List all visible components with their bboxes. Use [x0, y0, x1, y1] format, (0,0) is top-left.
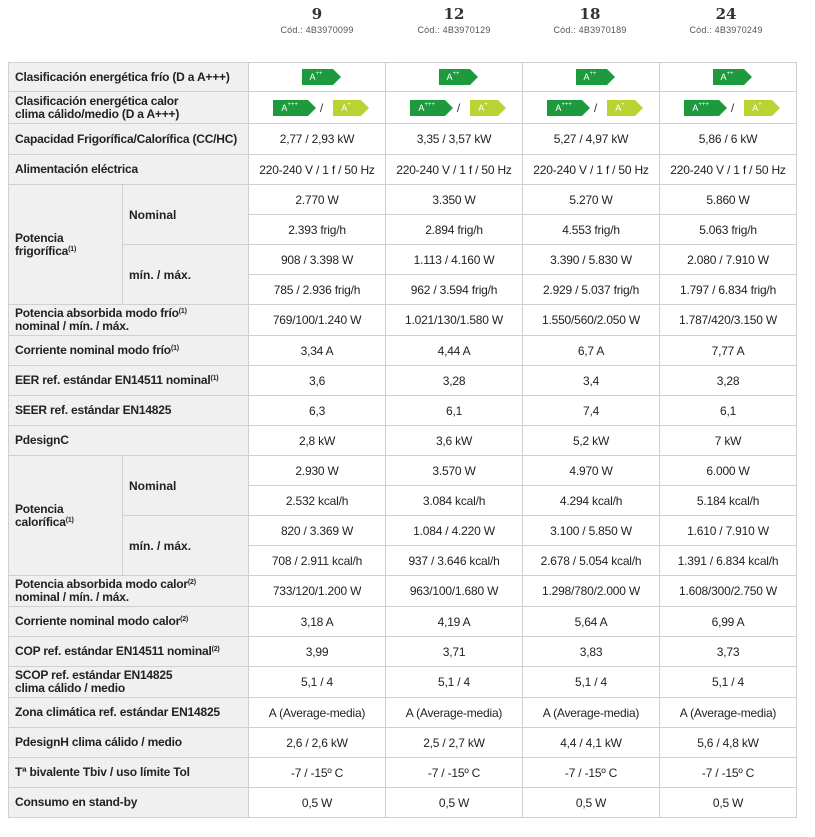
spec-value: 6,7 A [523, 336, 660, 366]
spec-value: 5,6 / 4,8 kW [660, 728, 797, 758]
spec-value: 5,86 / 6 kW [660, 124, 797, 155]
model-header [0, 0, 815, 62]
model-number: 24 [715, 5, 737, 23]
spec-value: 3.100 / 5.850 W [523, 516, 660, 546]
spec-value: 3,4 [523, 366, 660, 396]
spec-value: 3.570 W [386, 456, 523, 486]
spec-value: 5,27 / 4,97 kW [523, 124, 660, 155]
spec-value: 1.608/300/2.750 W [660, 576, 797, 607]
spec-value: 7 kW [660, 426, 797, 456]
row-label [9, 698, 249, 728]
footnote-ref: (2) [187, 579, 196, 586]
footnote-ref: (2) [180, 616, 189, 623]
row-alimentacion [9, 155, 797, 185]
energy-class-plus: ++ [452, 71, 460, 77]
energy-class-plus: + [484, 101, 488, 108]
row-label [9, 607, 249, 637]
spec-value: 3,18 A [249, 607, 386, 637]
model-number: 9 [311, 5, 323, 23]
spec-value: 3,34 A [249, 336, 386, 366]
spec-value: -7 / -15º C [249, 758, 386, 788]
spec-value: 220-240 V / 1 f / 50 Hz [523, 155, 660, 185]
spec-value: 7,4 [523, 396, 660, 426]
footnote-ref: (2) [211, 646, 220, 653]
spec-value: 1.610 / 7.910 W [660, 516, 797, 546]
energy-class-badge [713, 69, 744, 85]
model-code: Cód.: 4B3970129 [417, 25, 491, 35]
energy-class-badge [273, 100, 308, 116]
energy-class-badge [684, 100, 719, 116]
pot-frig-row [9, 245, 797, 275]
row-label [9, 92, 249, 124]
energy-class-letter: A [418, 102, 425, 113]
energy-class-letter: A [478, 102, 485, 113]
energy-class-plus: + [621, 101, 625, 108]
row-label [9, 124, 249, 155]
spec-value: 908 / 3.398 W [249, 245, 386, 275]
spec-value: 962 / 3.594 frig/h [386, 275, 523, 305]
energy-class-plus: +++ [561, 101, 572, 108]
spec-value: 1.550/560/2.050 W [523, 305, 660, 336]
energy-class-plus: ++ [315, 71, 323, 77]
row-label-text: Clasificación energética calor [15, 93, 179, 108]
energy-class-letter: A [341, 102, 348, 113]
energy-class-letter: A [555, 102, 562, 113]
row-corr-frio [9, 336, 797, 366]
spec-table [8, 62, 797, 818]
row-label-text: clima cálido/medio (D a A+++) [15, 106, 180, 121]
spec-value: 3,71 [386, 637, 523, 667]
row-label [9, 637, 249, 667]
spec-value: 5,1 / 4 [249, 667, 386, 698]
row-pdesignh [9, 728, 797, 758]
energy-class-letter: A [583, 72, 590, 82]
spec-value: 785 / 2.936 frig/h [249, 275, 386, 305]
row-label-text: PdesignC [15, 433, 69, 447]
footnote-ref: (1) [68, 245, 77, 253]
spec-value: 0,5 W [386, 788, 523, 818]
pot-cal-row [9, 516, 797, 546]
spec-value: 3,28 [386, 366, 523, 396]
row-tbiv [9, 758, 797, 788]
row-label [9, 758, 249, 788]
spec-value: 220-240 V / 1 f / 50 Hz [386, 155, 523, 185]
model-number: 18 [579, 5, 601, 23]
row-label-text: Potencia [15, 501, 64, 516]
row-standby [9, 788, 797, 818]
group-label [9, 185, 123, 305]
row-label [9, 336, 249, 366]
spec-value: 2.080 / 7.910 W [660, 245, 797, 275]
spec-value: 3,35 / 3,57 kW [386, 124, 523, 155]
spec-value: 6,1 [386, 396, 523, 426]
spec-value: 2.930 W [249, 456, 386, 486]
spec-value: 220-240 V / 1 f / 50 Hz [660, 155, 797, 185]
spec-value: 0,5 W [249, 788, 386, 818]
spec-value: 1.113 / 4.160 W [386, 245, 523, 275]
spec-value: 0,5 W [523, 788, 660, 818]
energy-class-letter: A [446, 72, 453, 82]
spec-value: 937 / 3.646 kcal/h [386, 546, 523, 576]
energy-class-plus: + [758, 101, 762, 108]
energy-class-plus: +++ [287, 101, 298, 108]
spec-value: 5.063 frig/h [660, 215, 797, 245]
sub-label-nominal: Nominal [123, 185, 249, 245]
separator: / [730, 100, 735, 115]
spec-value: 1.797 / 6.834 frig/h [660, 275, 797, 305]
spec-value: 708 / 2.911 kcal/h [249, 546, 386, 576]
energy-cell [249, 92, 386, 124]
row-energy-cold [9, 63, 797, 92]
sub-label-min-max: mín. / máx. [123, 245, 249, 305]
model-column-header [249, 4, 385, 36]
spec-value: 3,6 [249, 366, 386, 396]
row-label-text: Corriente nominal modo frío [15, 343, 171, 357]
spec-value: 2,5 / 2,7 kW [386, 728, 523, 758]
row-label-text: Zona climática ref. estándar EN14825 [15, 705, 220, 719]
spec-value: 1.298/780/2.000 W [523, 576, 660, 607]
row-label-text: Tª bivalente Tbiv / uso límite Tol [15, 765, 190, 779]
row-pdesignc [9, 426, 797, 456]
spec-value: 3.350 W [386, 185, 523, 215]
energy-class-letter: A [615, 102, 622, 113]
spec-value: 3.390 / 5.830 W [523, 245, 660, 275]
row-label-text: Capacidad Frigorífica/Calorífica (CC/HC) [15, 131, 238, 146]
spec-value: 3,28 [660, 366, 797, 396]
row-seer [9, 396, 797, 426]
energy-cell [523, 63, 660, 92]
spec-value: 2.393 frig/h [249, 215, 386, 245]
pot-frig-row [9, 185, 797, 215]
energy-cell [386, 92, 523, 124]
energy-class-badge [576, 69, 607, 85]
spec-value: A (Average-media) [249, 698, 386, 728]
row-label-text: COP ref. estándar EN14511 nominal [15, 644, 212, 658]
sub-label-min-max: mín. / máx. [123, 516, 249, 576]
row-label-text: nominal / mín. / máx. [15, 319, 129, 333]
row-label [9, 396, 249, 426]
row-label [9, 366, 249, 396]
spec-value: 6,1 [660, 396, 797, 426]
row-label-text: Potencia absorbida modo calor [15, 577, 188, 591]
model-code: Cód.: 4B3970099 [280, 25, 354, 35]
row-corr-calor [9, 607, 797, 637]
row-label-text: EER ref. estándar EN14511 nominal [15, 373, 211, 387]
spec-value: 6,99 A [660, 607, 797, 637]
separator: / [456, 100, 461, 115]
row-label-text: frigorífica [15, 243, 69, 258]
pot-cal-row [9, 456, 797, 486]
spec-value: 2.532 kcal/h [249, 486, 386, 516]
energy-cell [660, 92, 797, 124]
model-column-header [658, 4, 794, 36]
separator: / [593, 100, 598, 115]
spec-value: 2.770 W [249, 185, 386, 215]
energy-cell [523, 92, 660, 124]
spec-value: 5,1 / 4 [523, 667, 660, 698]
row-zona [9, 698, 797, 728]
row-label [9, 63, 249, 92]
energy-cell [386, 63, 523, 92]
spec-value: 733/120/1.200 W [249, 576, 386, 607]
spec-value: 3,73 [660, 637, 797, 667]
energy-class-badge [547, 100, 582, 116]
spec-value: 3,99 [249, 637, 386, 667]
energy-class-plus: +++ [424, 101, 435, 108]
row-eer [9, 366, 797, 396]
spec-value: 7,77 A [660, 336, 797, 366]
spec-value: 4,4 / 4,1 kW [523, 728, 660, 758]
energy-class-plus: + [347, 101, 351, 108]
group-label [9, 456, 123, 576]
model-number: 12 [443, 5, 465, 23]
sub-label-nominal: Nominal [123, 456, 249, 516]
spec-value: 5.184 kcal/h [660, 486, 797, 516]
spec-value: 4.294 kcal/h [523, 486, 660, 516]
spec-value: 820 / 3.369 W [249, 516, 386, 546]
row-abs-frio [9, 305, 797, 336]
spec-value: 1.391 / 6.834 kcal/h [660, 546, 797, 576]
spec-value: 2.929 / 5.037 frig/h [523, 275, 660, 305]
spec-value: 1.084 / 4.220 W [386, 516, 523, 546]
footnote-ref: (1) [65, 516, 74, 524]
row-label-text: nominal / mín. / máx. [15, 590, 129, 604]
row-label-text: Potencia [15, 230, 64, 245]
row-label-text: Consumo en stand-by [15, 795, 138, 809]
energy-class-plus: ++ [726, 71, 734, 77]
row-label [9, 426, 249, 456]
row-label [9, 728, 249, 758]
spec-value: 2,6 / 2,6 kW [249, 728, 386, 758]
row-label-text: Alimentación eléctrica [15, 162, 138, 176]
spec-value: 4,19 A [386, 607, 523, 637]
spec-value: 5,64 A [523, 607, 660, 637]
row-label-text: clima cálido / medio [15, 681, 126, 695]
energy-class-letter: A [281, 102, 288, 113]
spec-value: 963/100/1.680 W [386, 576, 523, 607]
energy-class-letter: A [309, 72, 316, 82]
row-label-text: calorífica [15, 514, 66, 529]
row-abs-calor [9, 576, 797, 607]
spec-value: 3,6 kW [386, 426, 523, 456]
spec-value: -7 / -15º C [660, 758, 797, 788]
row-energy-heat [9, 92, 797, 124]
footnote-ref: (1) [210, 375, 219, 382]
energy-class-badge [439, 69, 470, 85]
energy-class-badge [744, 100, 772, 116]
spec-value: -7 / -15º C [523, 758, 660, 788]
row-label-text: Corriente nominal modo calor [15, 614, 181, 628]
energy-class-badge [410, 100, 445, 116]
model-code: Cód.: 4B3970189 [553, 25, 627, 35]
spec-value: A (Average-media) [660, 698, 797, 728]
energy-class-letter: A [692, 102, 699, 113]
energy-cell [660, 63, 797, 92]
spec-value: 1.787/420/3.150 W [660, 305, 797, 336]
spec-value: 220-240 V / 1 f / 50 Hz [249, 155, 386, 185]
footnote-ref: (1) [178, 308, 187, 315]
row-label-text: Potencia absorbida modo frío [15, 306, 179, 320]
spec-value: A (Average-media) [523, 698, 660, 728]
spec-value: A (Average-media) [386, 698, 523, 728]
energy-class-badge [607, 100, 635, 116]
spec-value: 6.000 W [660, 456, 797, 486]
model-code: Cód.: 4B3970249 [689, 25, 763, 35]
model-column-header [386, 4, 522, 36]
spec-value: 769/100/1.240 W [249, 305, 386, 336]
spec-value: 4.553 frig/h [523, 215, 660, 245]
spec-value: -7 / -15º C [386, 758, 523, 788]
spec-value: 3,83 [523, 637, 660, 667]
spec-value: 6,3 [249, 396, 386, 426]
row-label [9, 305, 249, 336]
energy-class-letter: A [752, 102, 759, 113]
spec-value: 1.021/130/1.580 W [386, 305, 523, 336]
model-column-header [522, 4, 658, 36]
spec-value: 5,1 / 4 [660, 667, 797, 698]
footnote-ref: (1) [170, 345, 179, 352]
spec-value: 5.270 W [523, 185, 660, 215]
separator: / [319, 100, 324, 115]
energy-class-plus: +++ [698, 101, 709, 108]
energy-class-badge [333, 100, 361, 116]
energy-class-badge [470, 100, 498, 116]
spec-value: 2,8 kW [249, 426, 386, 456]
row-label-text: PdesignH clima cálido / medio [15, 735, 182, 749]
energy-cell [249, 63, 386, 92]
energy-class-letter: A [720, 72, 727, 82]
row-capacidad [9, 124, 797, 155]
spec-value: 5.860 W [660, 185, 797, 215]
spec-value: 0,5 W [660, 788, 797, 818]
spec-value: 2.678 / 5.054 kcal/h [523, 546, 660, 576]
spec-value: 2,77 / 2,93 kW [249, 124, 386, 155]
spec-value: 2.894 frig/h [386, 215, 523, 245]
energy-class-plus: ++ [589, 71, 597, 77]
spec-value: 3.084 kcal/h [386, 486, 523, 516]
row-scop [9, 667, 797, 698]
row-label [9, 576, 249, 607]
spec-value: 5,1 / 4 [386, 667, 523, 698]
spec-value: 4.970 W [523, 456, 660, 486]
row-cop [9, 637, 797, 667]
row-label [9, 667, 249, 698]
row-label [9, 155, 249, 185]
row-label-text: SCOP ref. estándar EN14825 [15, 668, 173, 682]
spec-value: 5,2 kW [523, 426, 660, 456]
row-label-text: SEER ref. estándar EN14825 [15, 403, 172, 417]
row-label [9, 788, 249, 818]
spec-value: 4,44 A [386, 336, 523, 366]
row-label-text: Clasificación energética frío (D a A+++) [15, 69, 230, 84]
energy-class-badge [302, 69, 333, 85]
